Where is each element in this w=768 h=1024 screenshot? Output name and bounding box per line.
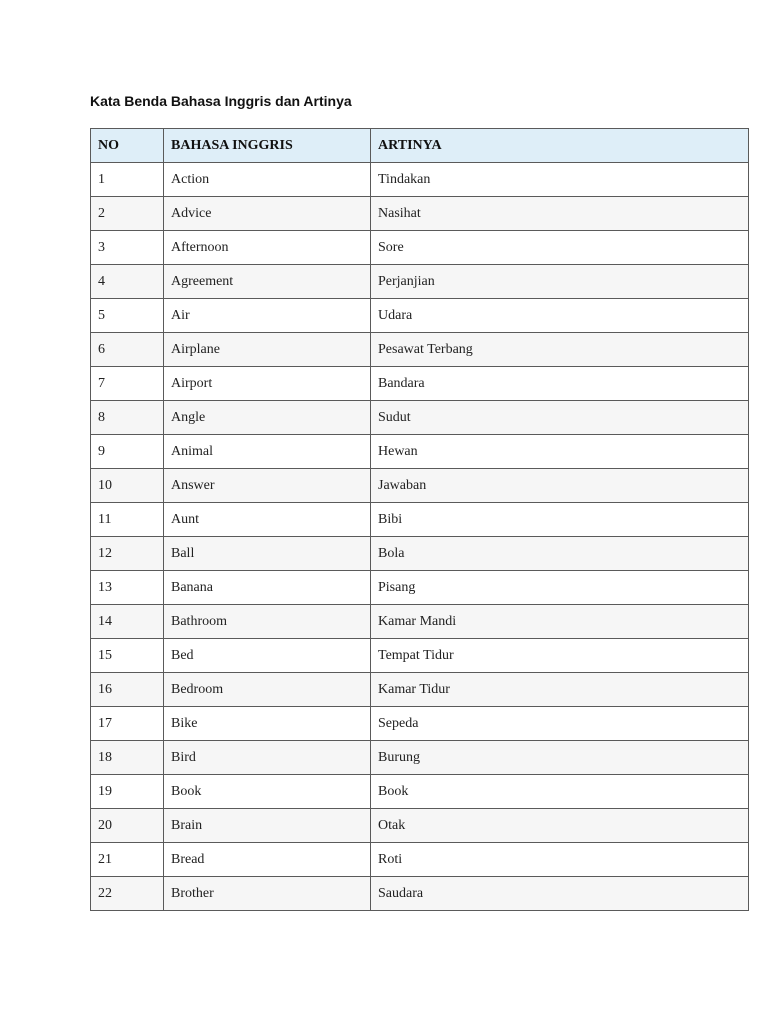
table-header [91, 129, 749, 163]
table-row [91, 537, 749, 571]
cell-english: Bike [164, 707, 371, 741]
header-english: BAHASA INGGRIS [164, 129, 371, 163]
cell-meaning: Sudut [371, 401, 749, 435]
table-row [91, 809, 749, 843]
cell-english: Airport [164, 367, 371, 401]
cell-no: 7 [91, 367, 164, 401]
cell-no: 19 [91, 775, 164, 809]
cell-meaning: Sepeda [371, 707, 749, 741]
cell-no: 13 [91, 571, 164, 605]
cell-english: Agreement [164, 265, 371, 299]
cell-meaning: Saudara [371, 877, 749, 911]
cell-meaning: Nasihat [371, 197, 749, 231]
table-row [91, 401, 749, 435]
table-row [91, 231, 749, 265]
cell-english: Bathroom [164, 605, 371, 639]
table-row [91, 707, 749, 741]
cell-english: Angle [164, 401, 371, 435]
cell-no: 4 [91, 265, 164, 299]
cell-no: 1 [91, 163, 164, 197]
table-row [91, 605, 749, 639]
header-no: NO [91, 129, 164, 163]
cell-english: Bed [164, 639, 371, 673]
table-body [91, 163, 749, 911]
table-row [91, 435, 749, 469]
cell-english: Book [164, 775, 371, 809]
table-row [91, 775, 749, 809]
cell-english: Bedroom [164, 673, 371, 707]
table-row [91, 877, 749, 911]
header-row [91, 129, 749, 163]
cell-english: Brother [164, 877, 371, 911]
cell-meaning: Hewan [371, 435, 749, 469]
cell-meaning: Jawaban [371, 469, 749, 503]
cell-no: 22 [91, 877, 164, 911]
cell-meaning: Otak [371, 809, 749, 843]
cell-english: Aunt [164, 503, 371, 537]
cell-meaning: Bandara [371, 367, 749, 401]
cell-no: 9 [91, 435, 164, 469]
cell-meaning: Roti [371, 843, 749, 877]
table-row [91, 333, 749, 367]
cell-no: 10 [91, 469, 164, 503]
cell-no: 15 [91, 639, 164, 673]
table-row [91, 197, 749, 231]
header-meaning: ARTINYA [371, 129, 749, 163]
cell-english: Airplane [164, 333, 371, 367]
table-row [91, 299, 749, 333]
cell-english: Brain [164, 809, 371, 843]
cell-no: 5 [91, 299, 164, 333]
cell-no: 14 [91, 605, 164, 639]
table-row [91, 639, 749, 673]
cell-meaning: Book [371, 775, 749, 809]
cell-english: Answer [164, 469, 371, 503]
cell-english: Air [164, 299, 371, 333]
cell-english: Afternoon [164, 231, 371, 265]
cell-meaning: Burung [371, 741, 749, 775]
table-row [91, 163, 749, 197]
cell-meaning: Perjanjian [371, 265, 749, 299]
cell-english: Bird [164, 741, 371, 775]
table-row [91, 673, 749, 707]
page-title: Kata Benda Bahasa Inggris dan Artinya [90, 93, 352, 109]
cell-meaning: Tindakan [371, 163, 749, 197]
cell-no: 3 [91, 231, 164, 265]
cell-meaning: Pisang [371, 571, 749, 605]
cell-no: 12 [91, 537, 164, 571]
cell-english: Action [164, 163, 371, 197]
cell-english: Animal [164, 435, 371, 469]
cell-english: Banana [164, 571, 371, 605]
table-row [91, 741, 749, 775]
cell-no: 8 [91, 401, 164, 435]
cell-meaning: Pesawat Terbang [371, 333, 749, 367]
cell-english: Ball [164, 537, 371, 571]
cell-no: 2 [91, 197, 164, 231]
cell-english: Advice [164, 197, 371, 231]
cell-meaning: Bibi [371, 503, 749, 537]
cell-no: 21 [91, 843, 164, 877]
cell-no: 11 [91, 503, 164, 537]
cell-english: Bread [164, 843, 371, 877]
cell-meaning: Kamar Mandi [371, 605, 749, 639]
table-row [91, 367, 749, 401]
cell-no: 6 [91, 333, 164, 367]
table-row [91, 843, 749, 877]
table-row [91, 265, 749, 299]
cell-no: 20 [91, 809, 164, 843]
cell-meaning: Bola [371, 537, 749, 571]
cell-no: 17 [91, 707, 164, 741]
table-row [91, 571, 749, 605]
cell-meaning: Kamar Tidur [371, 673, 749, 707]
cell-no: 18 [91, 741, 164, 775]
cell-meaning: Sore [371, 231, 749, 265]
cell-no: 16 [91, 673, 164, 707]
table-row [91, 469, 749, 503]
table-row [91, 503, 749, 537]
cell-meaning: Udara [371, 299, 749, 333]
cell-meaning: Tempat Tidur [371, 639, 749, 673]
vocabulary-table [90, 128, 749, 911]
